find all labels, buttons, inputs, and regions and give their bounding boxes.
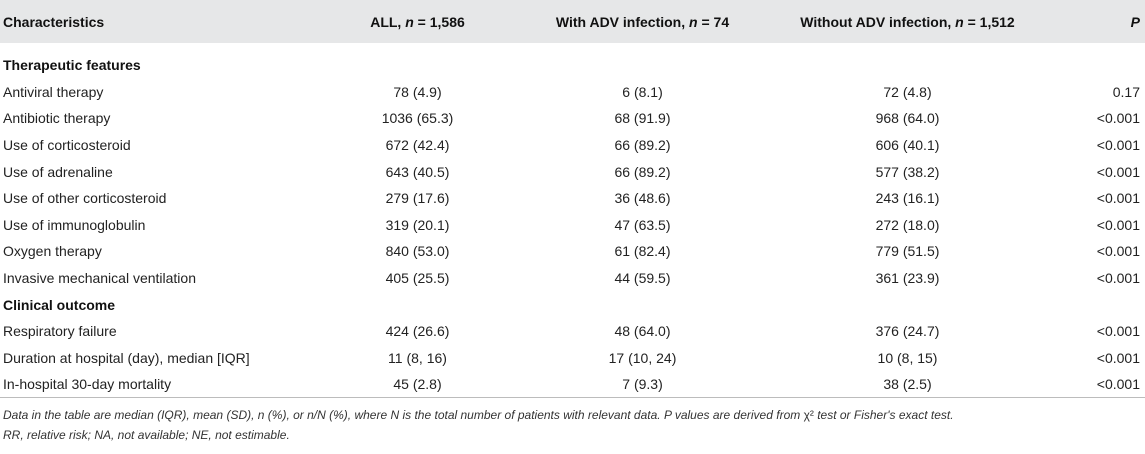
row-label: Use of corticosteroid xyxy=(3,137,131,154)
cell-p-value: <0.001 xyxy=(1096,163,1140,180)
table-header xyxy=(0,0,1145,43)
row-label: Duration at hospital (day), median [IQR] xyxy=(3,349,250,366)
footnote-line-1: Data in the table are median (IQR), mean (SD), n (%), or n/N (%), where N is the total number of patients with relevant data. P values are derived from χ² test or Fisher's exact test. xyxy=(3,408,954,422)
cell-p-value: <0.001 xyxy=(1096,323,1140,340)
section-title: Clinical outcome xyxy=(3,296,116,313)
table-row xyxy=(0,212,1145,239)
header-characteristics: Characteristics xyxy=(3,13,105,30)
cell-all: 45 (2.8) xyxy=(315,371,520,398)
cell-without-adv: 779 (51.5) xyxy=(875,243,940,260)
cell-without-adv: 376 (24.7) xyxy=(875,323,940,340)
cell-p-value: <0.001 xyxy=(1096,137,1140,154)
table-row xyxy=(0,371,1145,398)
row-label: Use of immunoglobulin xyxy=(3,216,146,233)
cell-without-adv: 361 (23.9) xyxy=(875,270,940,287)
footnote-line-2: RR, relative risk; NA, not available; NE, not estimable. xyxy=(3,428,290,442)
cell-all: 279 (17.6) xyxy=(385,190,450,207)
section-header-therapeutic xyxy=(0,52,1145,79)
table-row xyxy=(0,345,1145,372)
cell-with-adv: 36 (48.6) xyxy=(614,190,671,207)
cell-with-adv: 66 (89.2) xyxy=(614,137,671,154)
table-row xyxy=(0,158,1145,185)
header-row xyxy=(0,0,1145,43)
table-row xyxy=(0,185,1145,212)
cell-all: 405 (25.5) xyxy=(385,270,450,287)
cell-all: 78 (4.9) xyxy=(393,83,442,100)
cell-p-value: <0.001 xyxy=(1096,110,1140,127)
table-footnote xyxy=(3,405,1138,445)
cell-p-value: <0.001 xyxy=(1050,371,1145,398)
cell-with-adv: 61 (82.4) xyxy=(614,243,671,260)
header-without-adv: Without ADV infection, n = 1,512 xyxy=(800,13,1015,30)
header-p-value: P xyxy=(1130,13,1140,30)
section-title: Therapeutic features xyxy=(3,57,141,74)
cell-with-adv: 17 (10, 24) xyxy=(608,349,677,366)
row-label: Antibiotic therapy xyxy=(3,110,111,127)
row-label: Invasive mechanical ventilation xyxy=(3,270,196,287)
cell-p-value: <0.001 xyxy=(1096,349,1140,366)
spacer-row xyxy=(0,43,1145,52)
table-row xyxy=(0,318,1145,345)
row-label: Use of other corticosteroid xyxy=(3,190,167,207)
cell-all: 319 (20.1) xyxy=(385,216,450,233)
row-label: Antiviral therapy xyxy=(3,83,104,100)
cell-all: 1036 (65.3) xyxy=(381,110,454,127)
table-row xyxy=(0,105,1145,132)
cell-without-adv: 577 (38.2) xyxy=(875,163,940,180)
cell-with-adv: 68 (91.9) xyxy=(614,110,671,127)
chi-square-symbol: χ² xyxy=(803,408,814,422)
header-all: ALL, n = 1,586 xyxy=(370,13,465,30)
row-label: Oxygen therapy xyxy=(3,243,102,260)
cell-all: 840 (53.0) xyxy=(385,243,450,260)
cell-p-value: <0.001 xyxy=(1096,270,1140,287)
row-label: Use of adrenaline xyxy=(3,163,113,180)
cell-without-adv: 72 (4.8) xyxy=(883,83,932,100)
cell-all: 424 (26.6) xyxy=(385,323,450,340)
table-row xyxy=(0,132,1145,159)
section-header-outcome xyxy=(0,291,1145,318)
cell-all: 672 (42.4) xyxy=(385,137,450,154)
row-label: Respiratory failure xyxy=(3,323,117,340)
cell-with-adv: 6 (8.1) xyxy=(622,83,663,100)
table-row xyxy=(0,79,1145,106)
cell-without-adv: 606 (40.1) xyxy=(875,137,940,154)
cell-all: 643 (40.5) xyxy=(385,163,450,180)
cell-without-adv: 10 (8, 15) xyxy=(877,349,938,366)
cell-without-adv: 968 (64.0) xyxy=(875,110,940,127)
table-row xyxy=(0,265,1145,292)
cell-p-value: <0.001 xyxy=(1096,243,1140,260)
cell-with-adv: 44 (59.5) xyxy=(614,270,671,287)
cell-p-value: <0.001 xyxy=(1096,190,1140,207)
cell-without-adv: 272 (18.0) xyxy=(875,216,940,233)
cell-p-value: 0.17 xyxy=(1112,83,1140,100)
cell-with-adv: 66 (89.2) xyxy=(614,163,671,180)
cell-all: 11 (8, 16) xyxy=(388,349,447,366)
header-with-adv: With ADV infection, n = 74 xyxy=(555,13,730,30)
cell-with-adv: 47 (63.5) xyxy=(614,216,671,233)
table-body xyxy=(0,43,1145,398)
cell-with-adv: 7 (9.3) xyxy=(520,371,765,398)
cell-p-value: <0.001 xyxy=(1096,216,1140,233)
cell-without-adv: 243 (16.1) xyxy=(875,190,940,207)
cell-without-adv: 38 (2.5) xyxy=(765,371,1050,398)
cell-with-adv: 48 (64.0) xyxy=(614,323,671,340)
table-row xyxy=(0,238,1145,265)
row-label: In-hospital 30-day mortality xyxy=(0,371,315,398)
